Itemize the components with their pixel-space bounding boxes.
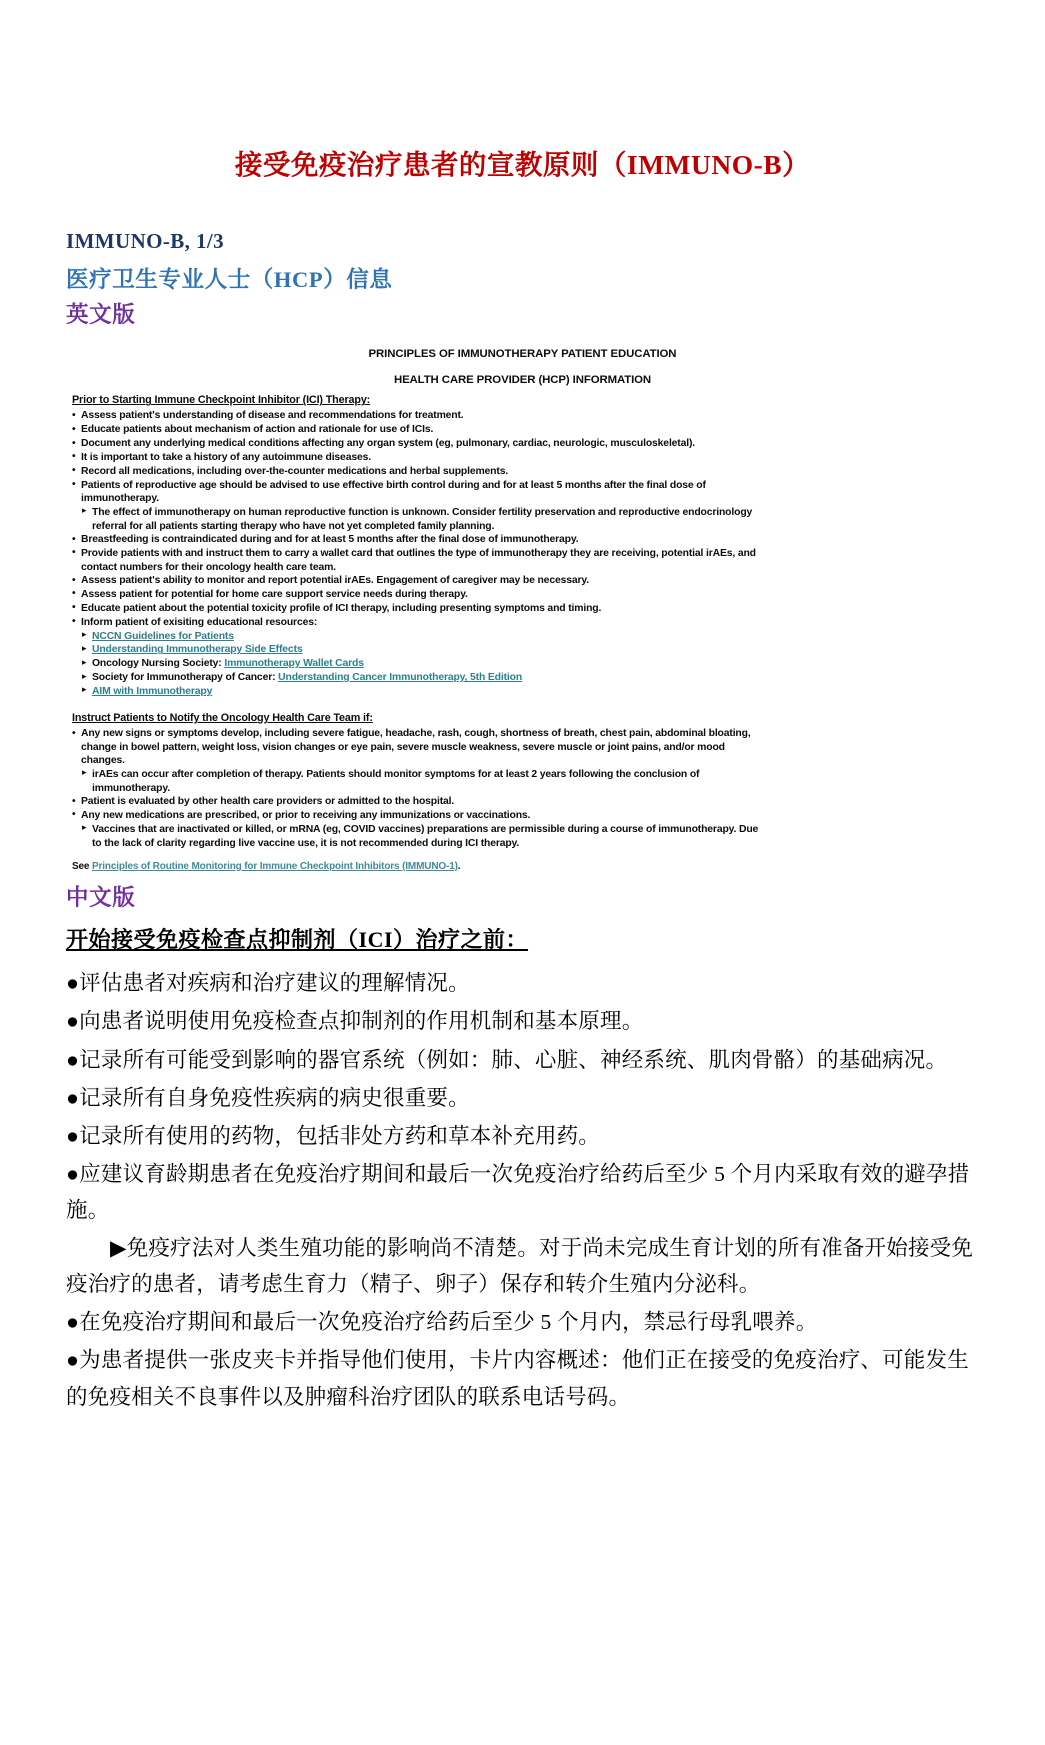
scan-section1-heading: Prior to Starting Immune Checkpoint Inhibitor (ICI) Therapy: (72, 394, 371, 407)
scan-bullet: • Breastfeeding is contraindicated during and for at least 5 months after the final dose of immunotherapy. (72, 533, 973, 546)
scan-sub-bullet-continuation: to the lack of clarity regarding live vaccine use, it is not recommended during ICI therapy. (92, 837, 520, 849)
scan-bullet: • Any new medications are prescribed, or prior to receiving any immunizations or vaccinations. (72, 809, 973, 822)
chinese-bullet: ●记录所有自身免疫性疾病的病史很重要。 (66, 1085, 470, 1110)
scan-bullet: • Provide patients with and instruct them to carry a wallet card that outlines the type of immunotherapy they are receiving, potential irAEs, and (72, 547, 973, 560)
chinese-bullet: ●为患者提供一张皮夹卡并指导他们使用，卡片内容概述：他们正在接受的免疫治疗、可能发生的免疫相关不良事件以及肿瘤科治疗团队的联系电话号码。 (66, 1348, 969, 1409)
scan-sub-bullet: ▸ Vaccines that are inactivated or killed, or mRNA (eg, COVID vaccines) preparations are permissible during a course of immunotherapy. Due (72, 823, 973, 836)
scan-bullet: • Assess patient for potential for home care support service needs during therapy. (72, 588, 973, 601)
scan-bullet: • Educate patient about the potential toxicity profile of ICI therapy, including presenting symptoms and timing. (72, 602, 973, 615)
chinese-version-tag: 中文版 (66, 884, 136, 910)
chinese-version-block (0, 882, 1045, 915)
scan-resource-item (72, 685, 973, 698)
resource-link-side-effects[interactable]: Understanding Immunotherapy Side Effects (92, 644, 303, 656)
resource-prefix: Oncology Nursing Society: (92, 658, 225, 670)
scan-sub-bullet-continuation: immunotherapy. (92, 782, 170, 794)
see-prefix: See (72, 860, 92, 872)
resource-link-aim-immunotherapy[interactable]: AIM with Immunotherapy (92, 685, 213, 697)
scan-bullet: • Any new signs or symptoms develop, including severe fatigue, headache, rash, cough, shortness of breath, chest pain, abdominal bloating, (72, 727, 973, 740)
scan-bullet: • Patient is evaluated by other health care providers or admitted to the hospital. (72, 795, 973, 808)
chinese-bullet: ●向患者说明使用免疫检查点抑制剂的作用机制和基本原理。 (66, 1009, 644, 1034)
scan-bullet-continuation: changes. (81, 755, 125, 767)
chinese-section-heading: 开始接受免疫检查点抑制剂（ICI）治疗之前： (66, 927, 529, 953)
chinese-bullet: ●应建议育龄期患者在免疫治疗期间和最后一次免疫治疗给药后至少 5 个月内采取有效的避孕措施。 (66, 1161, 970, 1223)
scan-bullet: • It is important to take a history of any autoimmune diseases. (72, 451, 973, 464)
scan-bullet-continuation: change in bowel pattern, weight loss, vision changes or eye pain, severe muscle weakness, severe muscle or joint pains, and/or mood (81, 742, 725, 754)
chinese-bullet: ●在免疫治疗期间和最后一次免疫治疗给药后至少 5 个月内，禁忌行母乳喂养。 (66, 1310, 818, 1335)
scan-bullet-continuation: contact numbers for their oncology health care team. (81, 561, 336, 573)
scan-sub-bullet: ▸ irAEs can occur after completion of therapy. Patients should monitor symptoms for at least 2 years following the conclusion of (72, 768, 973, 781)
chinese-sub-bullet: ▶免疫疗法对人类生殖功能的影响尚不清楚。对于尚未完成生育计划的所有准备开始接受免疫治疗的患者，请考虑生育力（精子、卵子）保存和转介生殖内分泌科。 (66, 1236, 974, 1297)
scan-sub-bullet: ▸ The effect of immunotherapy on human reproductive function is unknown. Consider fertility preservation and reproductive endocrinology (72, 506, 973, 519)
see-link-immuno-1[interactable]: Principles of Routine Monitoring for Immune Checkpoint Inhibitors (IMMUNO-1) (91, 860, 458, 872)
hcp-heading: 医疗卫生专业人士（HCP）信息 (66, 266, 393, 292)
document-meta (0, 182, 1045, 331)
scan-sub-bullet-continuation: referral for all patients starting therapy who have not yet completed family planning. (92, 520, 495, 532)
resource-link-nccn-guidelines[interactable]: NCCN Guidelines for Patients (92, 630, 234, 642)
english-scan-figure (0, 337, 1045, 882)
scan-bullet: • Assess patient's understanding of disease and recommendations for treatment. (72, 409, 973, 422)
chinese-bullet: ●记录所有使用的药物，包括非处方药和草本补充用药。 (66, 1123, 600, 1148)
scan-bullet: • Educate patients about mechanism of action and rationale for use of ICIs. (72, 423, 973, 436)
document-code: IMMUNO-B, 1/3 (66, 229, 225, 254)
resource-link-sitc-guide[interactable]: Understanding Cancer Immunotherapy, 5th Edition (278, 672, 523, 684)
scan-bullet: • Inform patient of exisiting educational resources: (72, 616, 973, 629)
scan-resource-item (72, 671, 973, 684)
page-title: 接受免疫治疗患者的宣教原则（IMMUNO-B） (234, 149, 811, 180)
scan-resource-item (72, 630, 973, 643)
see-suffix: . (457, 860, 461, 872)
scan-resource-item (72, 657, 973, 670)
scan-bullet: • Record all medications, including over-the-counter medications and herbal supplements. (72, 465, 973, 478)
chinese-body (0, 914, 1045, 1486)
scan-title-line2: HEALTH CARE PROVIDER (HCP) INFORMATION (393, 373, 652, 386)
scan-see-reference (72, 861, 973, 874)
chinese-bullet: ●记录所有可能受到影响的器官系统（例如：肺、心脏、神经系统、肌肉骨骼）的基础病况。 (66, 1047, 948, 1072)
resource-link-wallet-cards[interactable]: Immunotherapy Wallet Cards (224, 658, 364, 670)
scan-bullet: • Assess patient's ability to monitor and report potential irAEs. Engagement of caregiver may be necessary. (72, 574, 973, 587)
scan-bullet-continuation: immunotherapy. (81, 493, 159, 505)
resource-prefix: Society for Immunotherapy of Cancer: (92, 672, 279, 684)
scan-bullet: • Document any underlying medical conditions affecting any organ system (eg, pulmonary, cardiac, neurologic, musculoskeletal). (72, 437, 973, 450)
scan-section2-heading: Instruct Patients to Notify the Oncology Health Care Team if: (72, 712, 373, 725)
scan-resource-item (72, 643, 973, 656)
chinese-bullet: ●评估患者对疾病和治疗建议的理解情况。 (66, 971, 470, 996)
english-version-tag: 英文版 (66, 301, 136, 327)
scan-title-line1: PRINCIPLES OF IMMUNOTHERAPY PATIENT EDUCATION (368, 348, 677, 361)
scan-bullet: • Patients of reproductive age should be advised to use effective birth control during and for at least 5 months after the final dose of (72, 479, 973, 492)
